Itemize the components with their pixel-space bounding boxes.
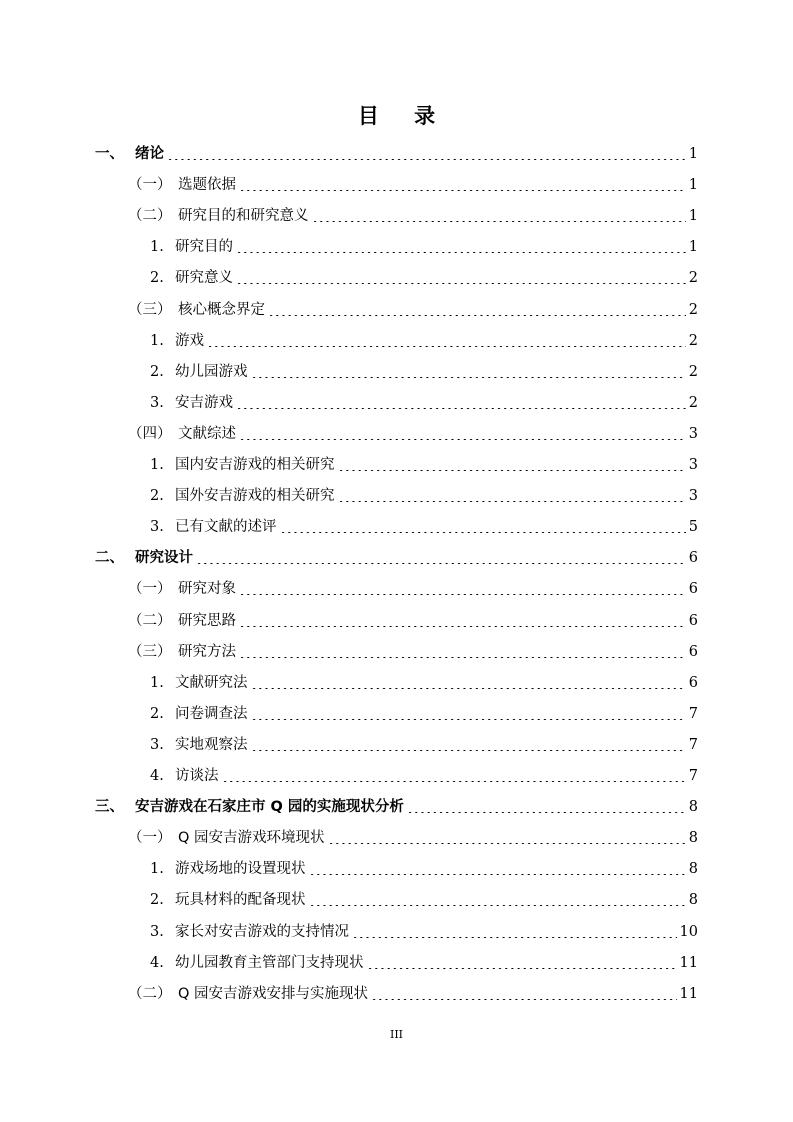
toc-entry-page: 1	[688, 177, 698, 194]
toc-entry[interactable]	[128, 980, 698, 1004]
toc-entry-page: 7	[688, 705, 698, 722]
toc-dot-leader	[309, 905, 686, 906]
toc-dot-leader	[338, 470, 686, 471]
toc-entry-page: 6	[688, 550, 698, 567]
toc-entry-title: 研究思路	[178, 612, 236, 629]
toc-entry[interactable]	[150, 513, 698, 537]
toc-entry-title: 游戏场地的设置现状	[175, 861, 306, 878]
toc-entry[interactable]	[150, 886, 698, 910]
toc-entry[interactable]	[128, 171, 698, 195]
toc-dot-leader	[236, 252, 686, 253]
toc-dot-leader	[280, 532, 686, 533]
toc-entry[interactable]	[128, 575, 698, 599]
toc-entry-title: 访谈法	[175, 768, 219, 784]
toc-entry-number: 1.	[150, 674, 164, 691]
page-title: 目 录	[357, 104, 450, 128]
toc-entry[interactable]	[128, 607, 698, 631]
toc-entry-title: 家长对安吉游戏的支持情况	[175, 923, 349, 940]
toc-dot-leader	[239, 439, 686, 440]
toc-dot-leader	[352, 937, 677, 938]
toc-entry-number: （一）	[128, 177, 172, 194]
toc-entry-page: 6	[688, 612, 698, 629]
toc-entry-number: 3.	[150, 519, 164, 536]
toc-entry-title: 幼儿园教育主管部门支持现状	[175, 954, 364, 971]
toc-entry-page: 6	[688, 674, 698, 691]
toc-entry[interactable]	[128, 638, 698, 662]
toc-dot-leader	[251, 688, 686, 689]
toc-entry-page: 1	[688, 239, 698, 256]
toc-entry[interactable]	[150, 762, 698, 786]
toc-entry[interactable]	[95, 544, 698, 568]
toc-entry[interactable]	[150, 949, 698, 973]
toc-entry-number: 4.	[150, 768, 164, 784]
toc-entry-page: 8	[688, 830, 698, 847]
toc-dot-leader	[251, 719, 686, 720]
toc-entry-number: 4.	[150, 954, 164, 971]
toc-entry[interactable]	[150, 700, 698, 724]
toc-entry-number: （一）	[128, 581, 172, 598]
toc-entry-number: （一）	[128, 830, 172, 847]
toc-entry-page: 2	[688, 301, 698, 318]
toc-entry[interactable]	[150, 264, 698, 288]
toc-entry[interactable]	[128, 202, 698, 226]
toc-entry-number: 3.	[150, 736, 164, 753]
toc-entry-number: 1.	[150, 861, 164, 878]
toc-entry-title: 研究目的	[175, 239, 233, 256]
toc-dot-leader	[367, 968, 677, 969]
toc-entry[interactable]	[95, 140, 698, 164]
toc-dot-leader	[236, 408, 686, 409]
toc-entry[interactable]	[150, 389, 698, 413]
toc-dot-leader	[251, 377, 686, 378]
toc-entry-page: 3	[688, 488, 698, 505]
toc-entry-title: 研究意义	[175, 270, 233, 287]
toc-entry-number: 3.	[150, 394, 164, 411]
toc-dot-leader	[268, 315, 686, 316]
toc-entry-number: （二）	[128, 208, 172, 225]
toc-dot-leader	[251, 750, 686, 751]
toc-dot-leader	[167, 159, 686, 160]
toc-entry-page: 2	[688, 332, 698, 349]
toc-entry-title: 选题依据	[178, 177, 236, 194]
toc-entry-title: 研究目的和研究意义	[178, 208, 309, 225]
toc-dot-leader	[207, 346, 686, 347]
toc-entry[interactable]	[150, 327, 698, 351]
toc-entry-page: 11	[679, 954, 698, 971]
toc-entry-page: 3	[688, 457, 698, 473]
toc-entry-page: 3	[688, 425, 698, 442]
toc-entry-number: 三、	[95, 799, 124, 816]
toc-entry-page: 7	[688, 736, 698, 753]
toc-entry-number: 2.	[150, 363, 164, 380]
toc-entry-title: 文献研究法	[175, 674, 248, 691]
toc-entry-page: 8	[688, 799, 698, 816]
toc-entry-title: Q 园安吉游戏环境现状	[178, 830, 325, 847]
toc-dot-leader	[239, 594, 686, 595]
toc-entry-page: 2	[688, 363, 698, 380]
toc-entry-title: 安吉游戏	[175, 394, 233, 411]
toc-entry-number: （三）	[128, 643, 172, 660]
toc-dot-leader	[239, 657, 686, 658]
toc-dot-leader	[236, 283, 686, 284]
toc-entry-number: （二）	[128, 985, 172, 1002]
toc-entry[interactable]	[150, 233, 698, 257]
toc-dot-leader	[196, 563, 686, 564]
toc-entry[interactable]	[150, 669, 698, 693]
toc-dot-leader	[309, 874, 686, 875]
toc-entry-title: 国内安吉游戏的相关研究	[175, 457, 335, 473]
toc-entry-title: 国外安吉游戏的相关研究	[175, 488, 335, 505]
toc-entry[interactable]	[128, 420, 698, 444]
toc-entry[interactable]	[128, 296, 698, 320]
toc-entry-number: 2.	[150, 488, 164, 505]
toc-dot-leader	[239, 626, 686, 627]
toc-entry[interactable]	[95, 793, 698, 817]
toc-entry-page: 11	[679, 985, 698, 1002]
toc-entry-title: 核心概念界定	[178, 301, 265, 318]
toc-dot-leader	[222, 781, 686, 782]
toc-entry-page: 2	[688, 270, 698, 287]
toc-dot-leader	[407, 812, 686, 813]
toc-entry-page: 6	[688, 643, 698, 660]
toc-dot-leader	[338, 501, 686, 502]
toc-entry-number: 1.	[150, 332, 164, 349]
toc-entry-title: 游戏	[175, 332, 204, 349]
toc-entry-number: （三）	[128, 301, 172, 318]
toc-entry-page: 1	[688, 208, 698, 225]
toc-entry-title: 问卷调查法	[175, 705, 248, 722]
toc-entry[interactable]	[150, 855, 698, 879]
toc-entry-title: 玩具材料的配备现状	[175, 892, 306, 909]
toc-entry-number: 一、	[95, 146, 124, 162]
toc-entry-page: 1	[688, 146, 698, 162]
toc-entry-title: 研究对象	[178, 581, 236, 598]
toc-entry-page: 6	[688, 581, 698, 598]
toc-entry-number: 2.	[150, 270, 164, 287]
toc-entry-number: 1.	[150, 457, 164, 473]
toc-entry-title: 已有文献的述评	[175, 519, 277, 536]
toc-entry-title: 安吉游戏在石家庄市 Q 园的实施现状分析	[135, 799, 404, 816]
toc-entry-page: 7	[688, 768, 698, 784]
toc-entry-title: Q 园安吉游戏安排与实施现状	[178, 985, 369, 1002]
toc-entry-title: 绪论	[135, 146, 164, 162]
page-number-footer: III	[389, 1028, 404, 1041]
toc-entry-title: 幼儿园游戏	[175, 363, 248, 380]
toc-entry[interactable]	[150, 358, 698, 382]
toc-dot-leader	[328, 843, 686, 844]
toc-entry-page: 10	[679, 923, 698, 940]
toc-entry-number: 2.	[150, 705, 164, 722]
toc-dot-leader	[239, 190, 686, 191]
toc-entry-number: 二、	[95, 550, 124, 567]
toc-entry-title: 文献综述	[178, 425, 236, 442]
toc-entry-number: 1.	[150, 239, 164, 256]
toc-entry[interactable]	[128, 824, 698, 848]
toc-entry-number: （四）	[128, 425, 172, 442]
toc-entry-title: 研究方法	[178, 643, 236, 660]
toc-entry-number: （二）	[128, 612, 172, 629]
toc-dot-leader	[371, 999, 677, 1000]
toc-entry-number: 2.	[150, 892, 164, 909]
toc-entry[interactable]	[150, 731, 698, 755]
toc-entry[interactable]	[150, 482, 698, 506]
toc-entry-number: 3.	[150, 923, 164, 940]
toc-entry-title: 研究设计	[135, 550, 193, 567]
toc-entry[interactable]	[150, 451, 698, 475]
toc-dot-leader	[312, 221, 686, 222]
toc-entry[interactable]	[150, 918, 698, 942]
toc-entry-page: 2	[688, 394, 698, 411]
toc-entry-page: 8	[688, 861, 698, 878]
toc-entry-title: 实地观察法	[175, 736, 248, 753]
toc-entry-page: 5	[688, 519, 698, 536]
toc-entry-page: 8	[688, 892, 698, 909]
